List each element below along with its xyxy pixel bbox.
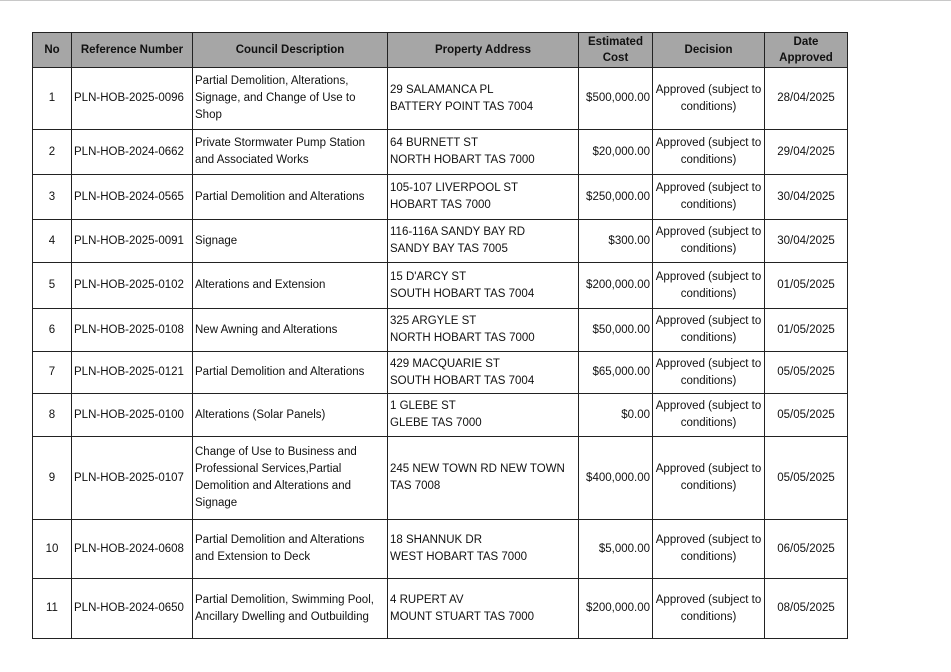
cell-reference-number: PLN-HOB-2024-0565 [72,175,193,220]
cell-decision: Approved (subject to conditions) [653,520,765,579]
cell-council-description: Change of Use to Business and Professional Services,Partial Demolition and Alterations and Signage [193,437,388,520]
cell-property-address [388,309,579,352]
address-line-2: SOUTH HOBART TAS 7004 [390,287,535,300]
header-date-approved: Date Approved [765,33,848,68]
address-line-1: 105-107 LIVERPOOL ST [390,182,519,194]
cell-no: 3 [33,175,72,220]
cell-decision: Approved (subject to conditions) [653,68,765,130]
cell-decision: Approved (subject to conditions) [653,437,765,520]
cell-council-description: Signage [193,220,388,263]
cell-reference-number: PLN-HOB-2024-0662 [72,130,193,175]
cell-council-description: Alterations and Extension [193,263,388,309]
cell-date-approved: 08/05/2025 [765,579,848,639]
address-line-2: MOUNT STUART TAS 7000 [390,610,535,623]
development-approvals-table [32,32,848,639]
cell-no: 4 [33,220,72,263]
cell-property-address [388,579,579,639]
cell-decision: Approved (subject to conditions) [653,220,765,263]
header-reference-number: Reference Number [72,33,193,68]
cell-date-approved: 29/04/2025 [765,130,848,175]
cell-no: 6 [33,309,72,352]
table-row [33,352,848,394]
cell-no: 1 [33,68,72,130]
cell-estimated-cost: $300.00 [579,220,653,263]
address-line-2: NORTH HOBART TAS 7000 [390,154,535,166]
cell-estimated-cost: $200,000.00 [579,263,653,309]
cell-property-address [388,175,579,220]
cell-decision: Approved (subject to conditions) [653,352,765,394]
cell-estimated-cost: $200,000.00 [579,579,653,639]
cell-council-description: Partial Demolition and Alterations [193,352,388,394]
cell-council-description: New Awning and Alterations [193,309,388,352]
cell-decision: Approved (subject to conditions) [653,309,765,352]
address-line-2: GLEBE TAS 7000 [390,417,482,429]
cell-reference-number: PLN-HOB-2025-0100 [72,394,193,437]
cell-reference-number: PLN-HOB-2025-0091 [72,220,193,263]
cell-council-description: Partial Demolition, Swimming Pool, Ancillary Dwelling and Outbuilding [193,579,388,639]
cell-date-approved: 06/05/2025 [765,520,848,579]
cell-decision: Approved (subject to conditions) [653,394,765,437]
address-line-1: 245 NEW TOWN RD NEW TOWN TAS 7008 [390,463,565,492]
header-estimated-cost: Estimated Cost [579,33,653,68]
cell-property-address [388,68,579,130]
cell-decision: Approved (subject to conditions) [653,175,765,220]
cell-date-approved: 01/05/2025 [765,263,848,309]
cell-council-description: Partial Demolition and Alterations [193,175,388,220]
table-row [33,130,848,175]
cell-reference-number: PLN-HOB-2025-0102 [72,263,193,309]
cell-no: 11 [33,579,72,639]
cell-estimated-cost: $5,000.00 [579,520,653,579]
cell-no: 5 [33,263,72,309]
table-row [33,394,848,437]
cell-council-description: Partial Demolition, Alterations, Signage, and Change of Use to Shop [193,68,388,130]
table-row [33,579,848,639]
cell-date-approved: 05/05/2025 [765,394,848,437]
table-row [33,68,848,130]
cell-no: 8 [33,394,72,437]
cell-estimated-cost: $500,000.00 [579,68,653,130]
cell-date-approved: 28/04/2025 [765,68,848,130]
cell-property-address [388,437,579,520]
cell-property-address [388,220,579,263]
cell-reference-number: PLN-HOB-2025-0108 [72,309,193,352]
address-line-2: SOUTH HOBART TAS 7004 [390,374,535,387]
cell-no: 10 [33,520,72,579]
address-line-1: 64 BURNETT ST [390,137,478,149]
header-decision: Decision [653,33,765,68]
cell-date-approved: 05/05/2025 [765,437,848,520]
cell-estimated-cost: $20,000.00 [579,130,653,175]
cell-estimated-cost: $65,000.00 [579,352,653,394]
cell-date-approved: 05/05/2025 [765,352,848,394]
address-line-2: WEST HOBART TAS 7000 [390,551,527,563]
address-line-1: 429 MACQUARIE ST [390,357,500,370]
cell-date-approved: 30/04/2025 [765,175,848,220]
cell-estimated-cost: $0.00 [579,394,653,437]
address-line-1: 1 GLEBE ST [390,400,456,412]
cell-property-address [388,263,579,309]
cell-reference-number: PLN-HOB-2024-0608 [72,520,193,579]
address-line-1: 4 RUPERT AV [390,593,464,606]
cell-property-address [388,352,579,394]
table-row [33,309,848,352]
cell-reference-number: PLN-HOB-2025-0107 [72,437,193,520]
cell-decision: Approved (subject to conditions) [653,130,765,175]
table-header-row [33,33,848,68]
cell-estimated-cost: $400,000.00 [579,437,653,520]
cell-decision: Approved (subject to conditions) [653,579,765,639]
cell-property-address [388,394,579,437]
address-line-2: HOBART TAS 7000 [390,199,491,211]
cell-estimated-cost: $250,000.00 [579,175,653,220]
cell-reference-number: PLN-HOB-2025-0096 [72,68,193,130]
table-row [33,263,848,309]
cell-date-approved: 01/05/2025 [765,309,848,352]
address-line-1: 18 SHANNUK DR [390,534,483,546]
address-line-1: 116-116A SANDY BAY RD [390,226,526,238]
address-line-1: 15 D'ARCY ST [390,270,467,283]
table-row [33,220,848,263]
cell-council-description: Private Stormwater Pump Station and Associated Works [193,130,388,175]
cell-council-description: Partial Demolition and Alterations and Extension to Deck [193,520,388,579]
cell-decision: Approved (subject to conditions) [653,263,765,309]
table-row [33,175,848,220]
cell-reference-number: PLN-HOB-2024-0650 [72,579,193,639]
table-row [33,520,848,579]
header-no: No [33,33,72,68]
cell-property-address [388,130,579,175]
page-top-rule [0,0,951,1]
header-council-description: Council Description [193,33,388,68]
cell-reference-number: PLN-HOB-2025-0121 [72,352,193,394]
cell-date-approved: 30/04/2025 [765,220,848,263]
cell-no: 7 [33,352,72,394]
address-line-1: 29 SALAMANCA PL [390,83,494,96]
address-line-2: NORTH HOBART TAS 7000 [390,332,535,344]
cell-property-address [388,520,579,579]
address-line-2: BATTERY POINT TAS 7004 [390,100,534,113]
table-row [33,437,848,520]
cell-no: 9 [33,437,72,520]
header-property-address: Property Address [388,33,579,68]
cell-council-description: Alterations (Solar Panels) [193,394,388,437]
address-line-2: SANDY BAY TAS 7005 [390,243,508,255]
address-line-1: 325 ARGYLE ST [390,315,477,327]
cell-estimated-cost: $50,000.00 [579,309,653,352]
cell-no: 2 [33,130,72,175]
